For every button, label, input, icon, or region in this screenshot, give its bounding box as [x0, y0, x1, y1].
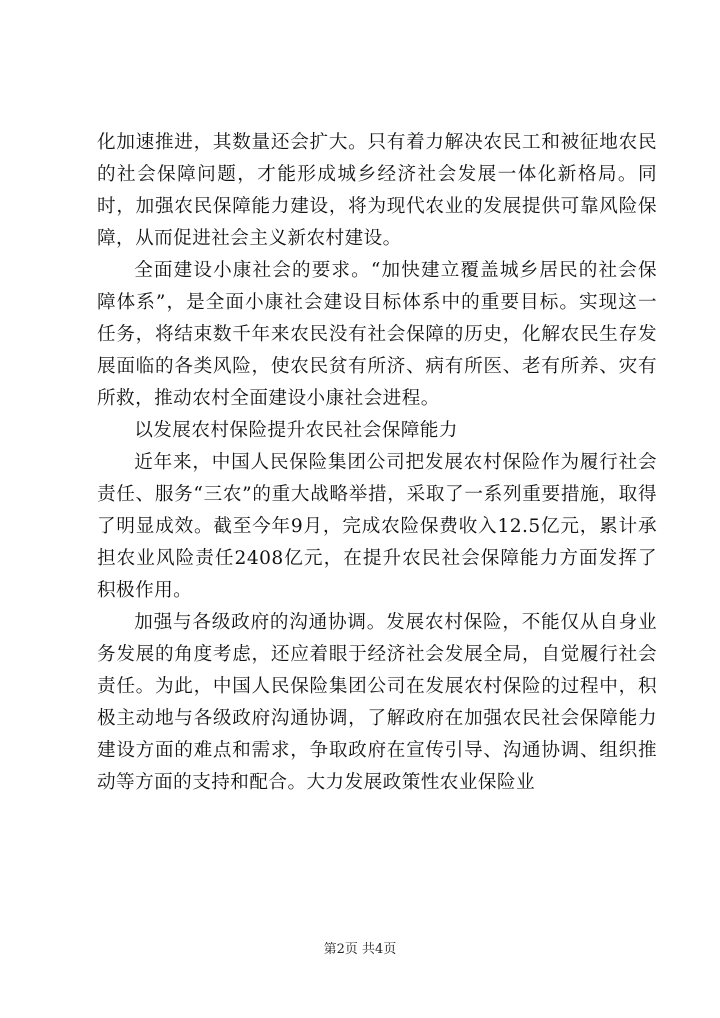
section-heading: 以发展农村保险提升农民社会保障能力: [134, 420, 458, 441]
page-footer: 第2页 共4页: [323, 942, 397, 957]
paragraph-4: 加强与各级政府的沟通协调。发展农村保险，不能仅从自身业务发展的角度考虑，还应着眼于经济社会发展全局，自觉履行社会责任。为此，中国人民保险集团公司在发展农村保险的过程中，积极主动地与各级政府沟通协调，了解政府在加强农民社会保障能力建设方面的难点和需求，争取政府在宣传引导、沟通协调、组织推动等方面的支持和配合。大力发展政策性农业保险业: [97, 612, 657, 793]
document-body: [97, 127, 657, 799]
paragraph-2: 全面建设小康社会的要求。“加快建立覆盖城乡居民的社会保障体系”，是全面小康社会建设目标体系中的重要目标。实现这一任务，将结束数千年来农民没有社会保障的历史，化解农民生存发展面临的各类风险，使农民贫有所济、病有所医、老有所养、灾有所救，推动农村全面建设小康社会进程。: [97, 260, 657, 409]
paragraph-1: 化加速推进，其数量还会扩大。只有着力解决农民工和被征地农民的社会保障问题，才能形成城乡经济社会发展一体化新格局。同时，加强农民保障能力建设，将为现代农业的发展提供可靠风险保障，从而促进社会主义新农村建设。: [97, 132, 657, 249]
paragraph-3: 近年来，中国人民保险集团公司把发展农村保险作为履行社会责任、服务“三农”的重大战略举措，采取了一系列重要措施，取得了明显成效。截至今年9月，完成农险保费收入12.5亿元，累计承担农业风险责任2408亿元，在提升农民社会保障能力方面发挥了积极作用。: [97, 452, 657, 601]
